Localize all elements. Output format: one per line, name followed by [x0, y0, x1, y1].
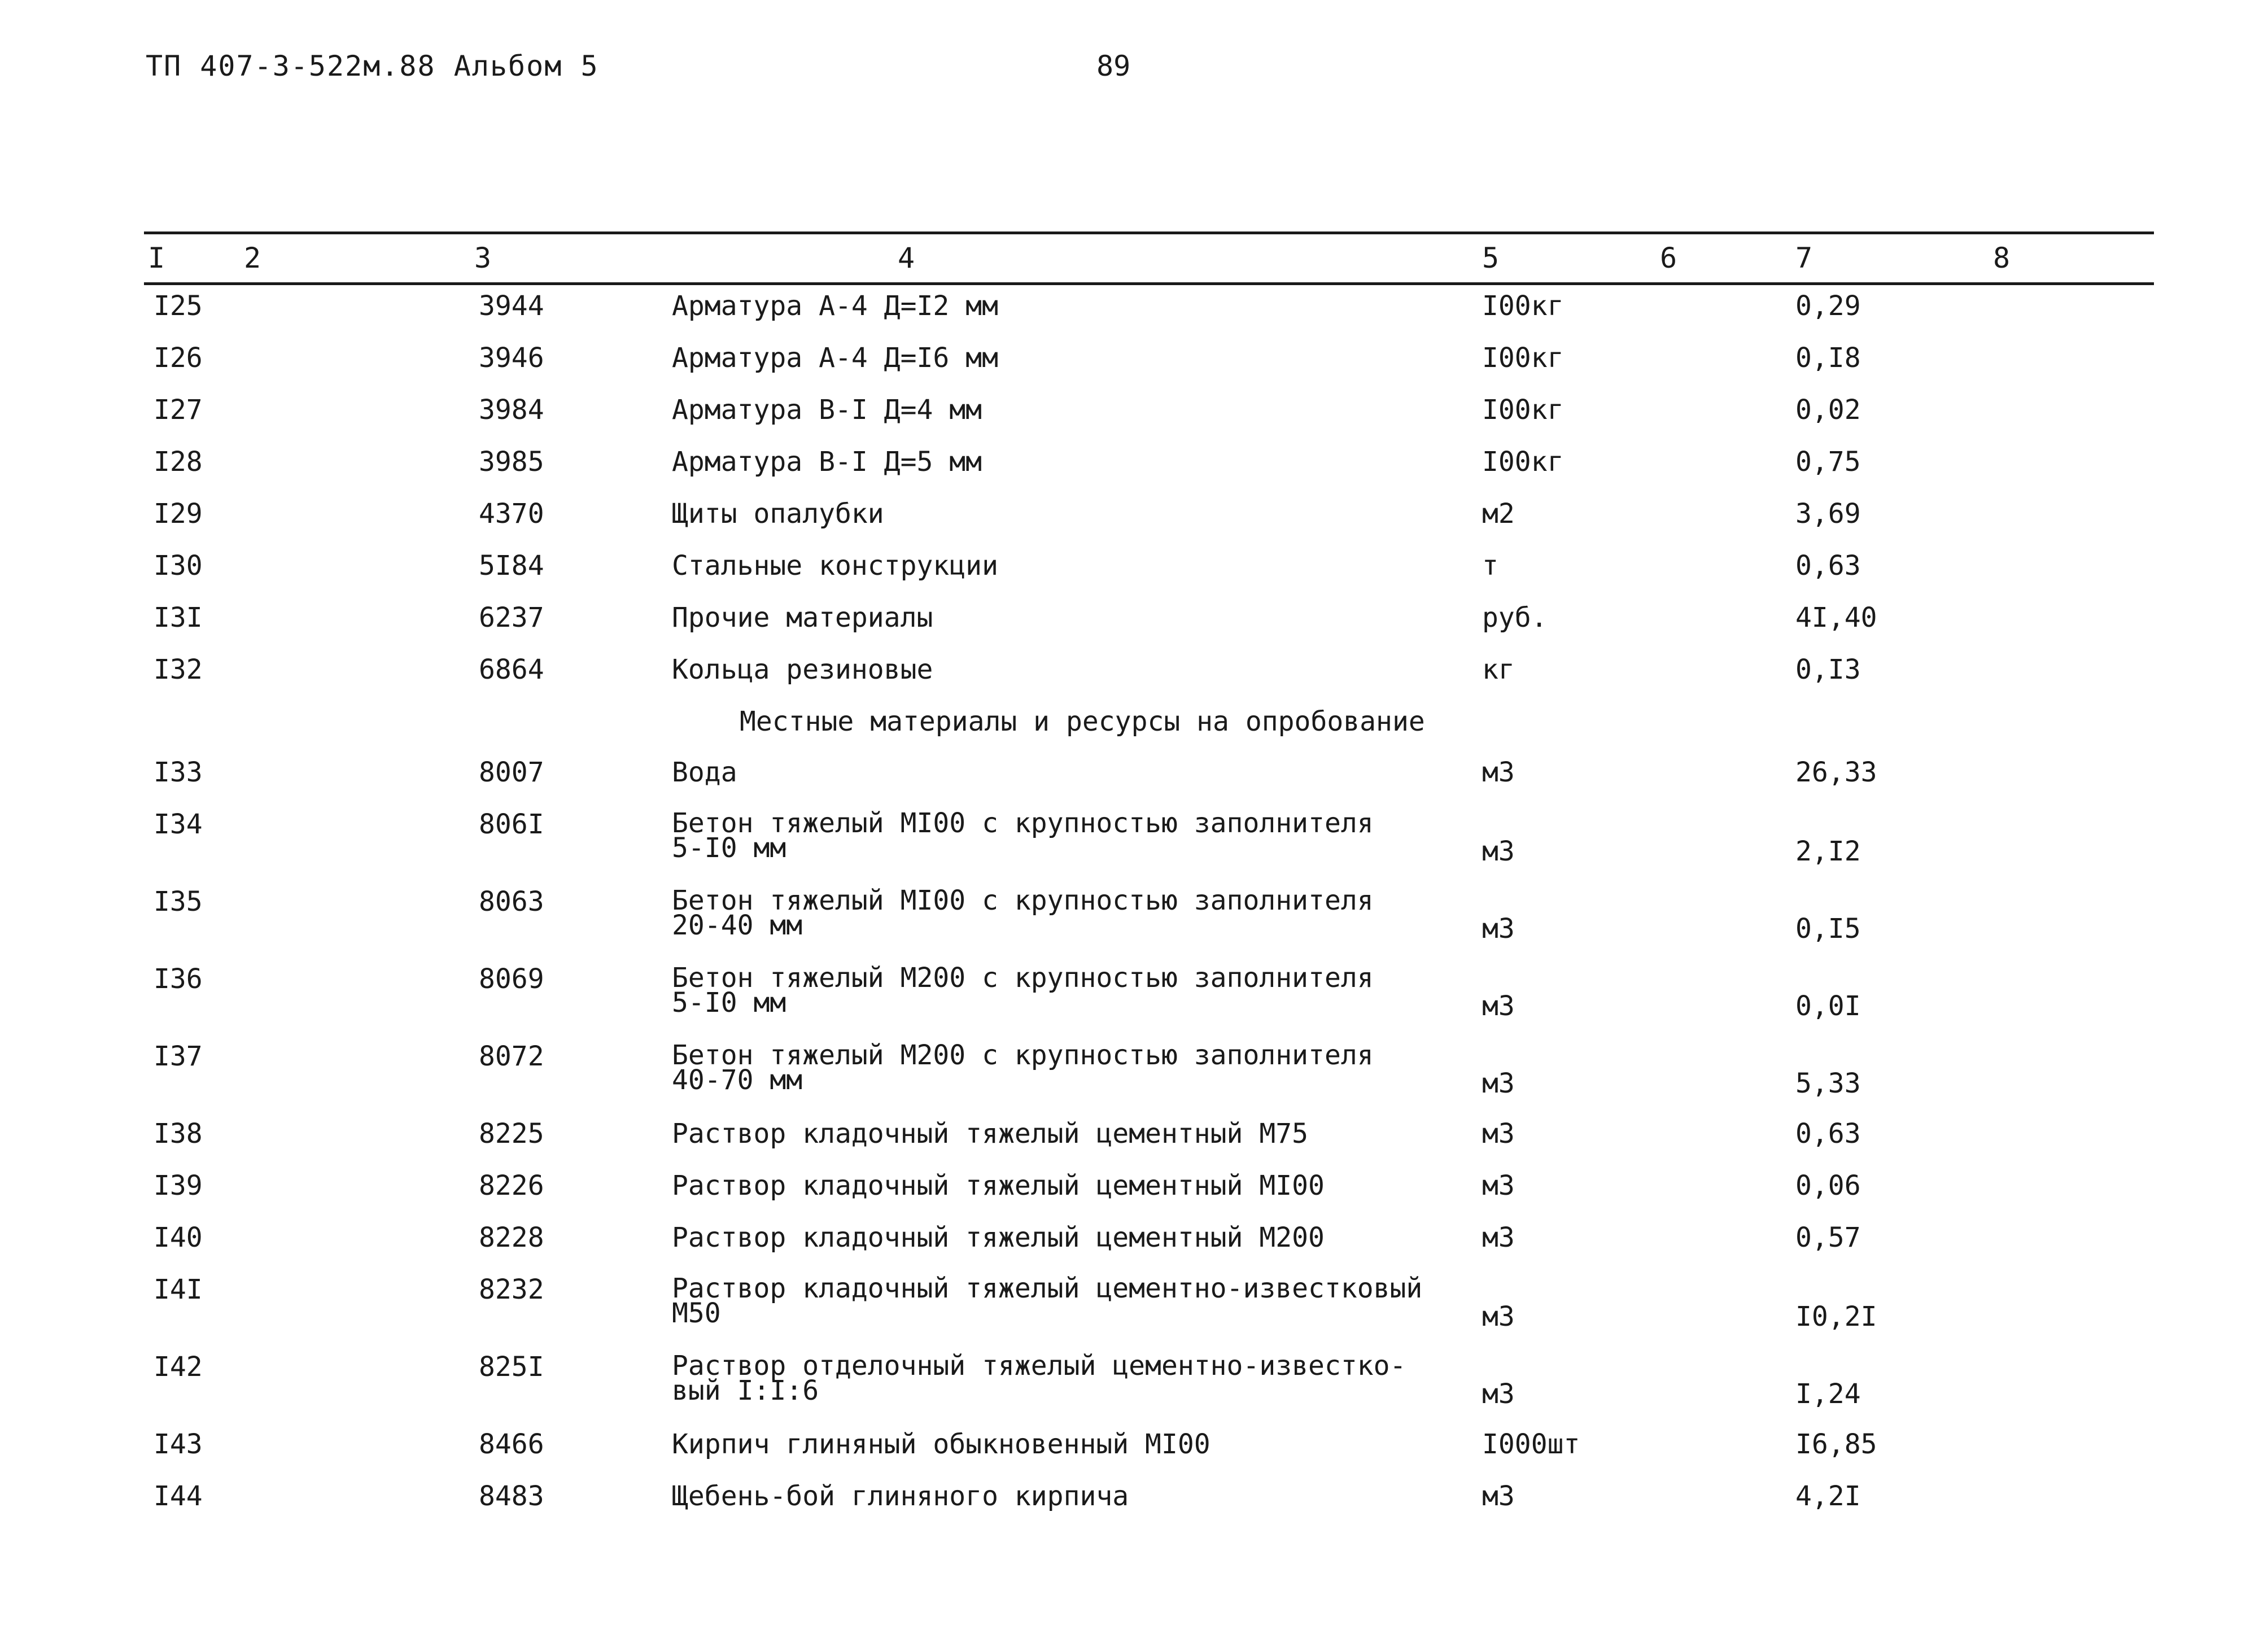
- table-row: [0, 396, 2268, 448]
- row-number: I33: [154, 757, 203, 788]
- column-header-8: 8: [1993, 242, 2011, 274]
- resource-name: Арматура А-4 Д=I2 мм: [672, 290, 998, 322]
- unit: м3: [1482, 836, 1515, 867]
- row-number: I36: [154, 963, 203, 995]
- table-row: [0, 1224, 2268, 1276]
- quantity: I0,2I: [1795, 1301, 1877, 1332]
- resource-name: Прочие материалы: [672, 602, 933, 633]
- resource-name: Кирпич глиняный обыкновенный МI00: [672, 1428, 1211, 1460]
- table-row: [0, 807, 2268, 888]
- resource-code: 3985: [479, 446, 544, 478]
- resource-code: 3946: [479, 342, 544, 374]
- unit: I00кг: [1482, 342, 1564, 374]
- row-number: I40: [154, 1222, 203, 1253]
- row-number: I43: [154, 1428, 203, 1460]
- quantity: 2,I2: [1795, 836, 1861, 867]
- table-row: [0, 1480, 2268, 1535]
- quantity: 0,06: [1795, 1170, 1861, 1202]
- table-row: [0, 1428, 2268, 1483]
- row-number: I35: [154, 886, 203, 918]
- quantity: 0,02: [1795, 394, 1861, 426]
- quantity: 0,63: [1795, 1118, 1861, 1150]
- resource-code: 8232: [479, 1274, 544, 1305]
- quantity: 0,63: [1795, 550, 1861, 582]
- resource-name: Раствор кладочный тяжелый цементный МI00: [672, 1170, 1325, 1202]
- resource-name: Стальные конструкции: [672, 550, 998, 582]
- unit: т: [1482, 550, 1498, 582]
- resource-code: 8063: [479, 886, 544, 918]
- row-number: I25: [154, 290, 203, 322]
- resource-code: 3944: [479, 290, 544, 322]
- quantity: 0,I3: [1795, 654, 1861, 685]
- quantity: 0,57: [1795, 1222, 1861, 1253]
- resource-code: 3984: [479, 394, 544, 426]
- table-header-rule: [144, 282, 2154, 285]
- row-number: I34: [154, 809, 203, 840]
- row-number: I29: [154, 498, 203, 530]
- resource-name: Бетон тяжелый МI00 с крупностью заполнителя 5-I0 мм: [672, 807, 1374, 864]
- quantity: 0,I5: [1795, 913, 1861, 945]
- quantity: 3,69: [1795, 498, 1861, 530]
- row-number: I32: [154, 654, 203, 685]
- quantity: 4I,40: [1795, 602, 1877, 633]
- unit: м3: [1482, 1378, 1515, 1410]
- resource-name: Вода: [672, 757, 737, 788]
- row-number: I26: [154, 342, 203, 374]
- quantity: 0,0I: [1795, 990, 1861, 1022]
- row-number: I3I: [154, 602, 203, 633]
- resource-name: Щебень-бой глиняного кирпича: [672, 1480, 1129, 1512]
- resource-code: 8069: [479, 963, 544, 995]
- resource-name: Бетон тяжелый М200 с крупностью заполнителя 5-I0 мм: [672, 962, 1374, 1019]
- unit: I00кг: [1482, 446, 1564, 478]
- table-row: [0, 500, 2268, 552]
- resource-name: Раствор кладочный тяжелый цементно-известковый М50: [672, 1273, 1423, 1329]
- unit: м2: [1482, 498, 1515, 530]
- resource-name: Бетон тяжелый М200 с крупностью заполнителя 40-70 мм: [672, 1039, 1374, 1096]
- resource-code: 8225: [479, 1118, 544, 1150]
- quantity: 5,33: [1795, 1068, 1861, 1099]
- unit: I00кг: [1482, 394, 1564, 426]
- document-code: ТП 407-3-522м.88 Альбом 5: [146, 50, 599, 82]
- table-row: [0, 1039, 2268, 1120]
- row-number: I39: [154, 1170, 203, 1202]
- unit: м3: [1482, 1480, 1515, 1512]
- table-row: [0, 1120, 2268, 1172]
- unit: I00кг: [1482, 290, 1564, 322]
- unit: м3: [1482, 990, 1515, 1022]
- resource-code: 6237: [479, 602, 544, 633]
- column-header-1: I: [148, 242, 165, 274]
- quantity: 0,29: [1795, 290, 1861, 322]
- resource-code: 8228: [479, 1222, 544, 1253]
- row-number: I4I: [154, 1274, 203, 1305]
- unit: м3: [1482, 1170, 1515, 1202]
- resource-name: Арматура В-I Д=5 мм: [672, 446, 982, 478]
- table-row: [0, 1273, 2268, 1353]
- row-number: I38: [154, 1118, 203, 1150]
- row-number: I28: [154, 446, 203, 478]
- table-row: [0, 1172, 2268, 1224]
- table-row: [0, 292, 2268, 344]
- table-row: [0, 1350, 2268, 1431]
- column-header-4: 4: [898, 242, 915, 274]
- resource-name: Раствор кладочный тяжелый цементный М200: [672, 1222, 1325, 1253]
- resource-code: 8483: [479, 1480, 544, 1512]
- column-header-2: 2: [244, 242, 261, 274]
- resource-name: Щиты опалубки: [672, 498, 884, 530]
- unit: м3: [1482, 757, 1515, 788]
- row-number: I30: [154, 550, 203, 582]
- table-row: [0, 656, 2268, 708]
- table-row: [0, 962, 2268, 1043]
- resource-code: 8226: [479, 1170, 544, 1202]
- page-number: 89: [1096, 50, 1131, 82]
- table-body: [0, 292, 2268, 1535]
- resource-code: 5I84: [479, 550, 544, 582]
- unit: м3: [1482, 1301, 1515, 1332]
- table-row: [0, 344, 2268, 396]
- unit: м3: [1482, 1068, 1515, 1099]
- resource-name: Арматура А-4 Д=I6 мм: [672, 342, 998, 374]
- unit: м3: [1482, 1222, 1515, 1253]
- unit: кг: [1482, 654, 1515, 685]
- unit: руб.: [1482, 602, 1548, 633]
- unit: м3: [1482, 913, 1515, 945]
- section-title: Местные материалы и ресурсы на опробование: [740, 706, 1425, 737]
- quantity: I,24: [1795, 1378, 1861, 1410]
- resource-name: Бетон тяжелый МI00 с крупностью заполнителя 20-40 мм: [672, 885, 1374, 941]
- resource-name: Раствор кладочный тяжелый цементный М75: [672, 1118, 1309, 1150]
- resource-code: 8466: [479, 1428, 544, 1460]
- column-header-6: 6: [1660, 242, 1677, 274]
- quantity: 26,33: [1795, 757, 1877, 788]
- resource-name: Кольца резиновые: [672, 654, 933, 685]
- resource-code: 8072: [479, 1041, 544, 1072]
- resource-code: 4370: [479, 498, 544, 530]
- table-row: [0, 604, 2268, 656]
- resource-code: 825I: [479, 1351, 544, 1383]
- row-number: I27: [154, 394, 203, 426]
- resource-name: Раствор отделочный тяжелый цементно-известко- вый I:I:6: [672, 1350, 1406, 1406]
- table-row: [0, 759, 2268, 811]
- row-number: I42: [154, 1351, 203, 1383]
- unit: м3: [1482, 1118, 1515, 1150]
- column-header-5: 5: [1482, 242, 1500, 274]
- quantity: I6,85: [1795, 1428, 1877, 1460]
- quantity: 0,75: [1795, 446, 1861, 478]
- quantity: 0,I8: [1795, 342, 1861, 374]
- row-number: I37: [154, 1041, 203, 1072]
- resource-name: Арматура В-I Д=4 мм: [672, 394, 982, 426]
- table-top-rule: [144, 231, 2154, 234]
- resource-code: 8007: [479, 757, 544, 788]
- row-number: I44: [154, 1480, 203, 1512]
- column-header-7: 7: [1795, 242, 1813, 274]
- table-row: [0, 552, 2268, 604]
- resource-code: 6864: [479, 654, 544, 685]
- resource-code: 806I: [479, 809, 544, 840]
- quantity: 4,2I: [1795, 1480, 1861, 1512]
- section-heading-row: [0, 708, 2268, 759]
- unit: I000шт: [1482, 1428, 1580, 1460]
- column-header-3: 3: [474, 242, 492, 274]
- table-row: [0, 885, 2268, 965]
- table-row: [0, 448, 2268, 500]
